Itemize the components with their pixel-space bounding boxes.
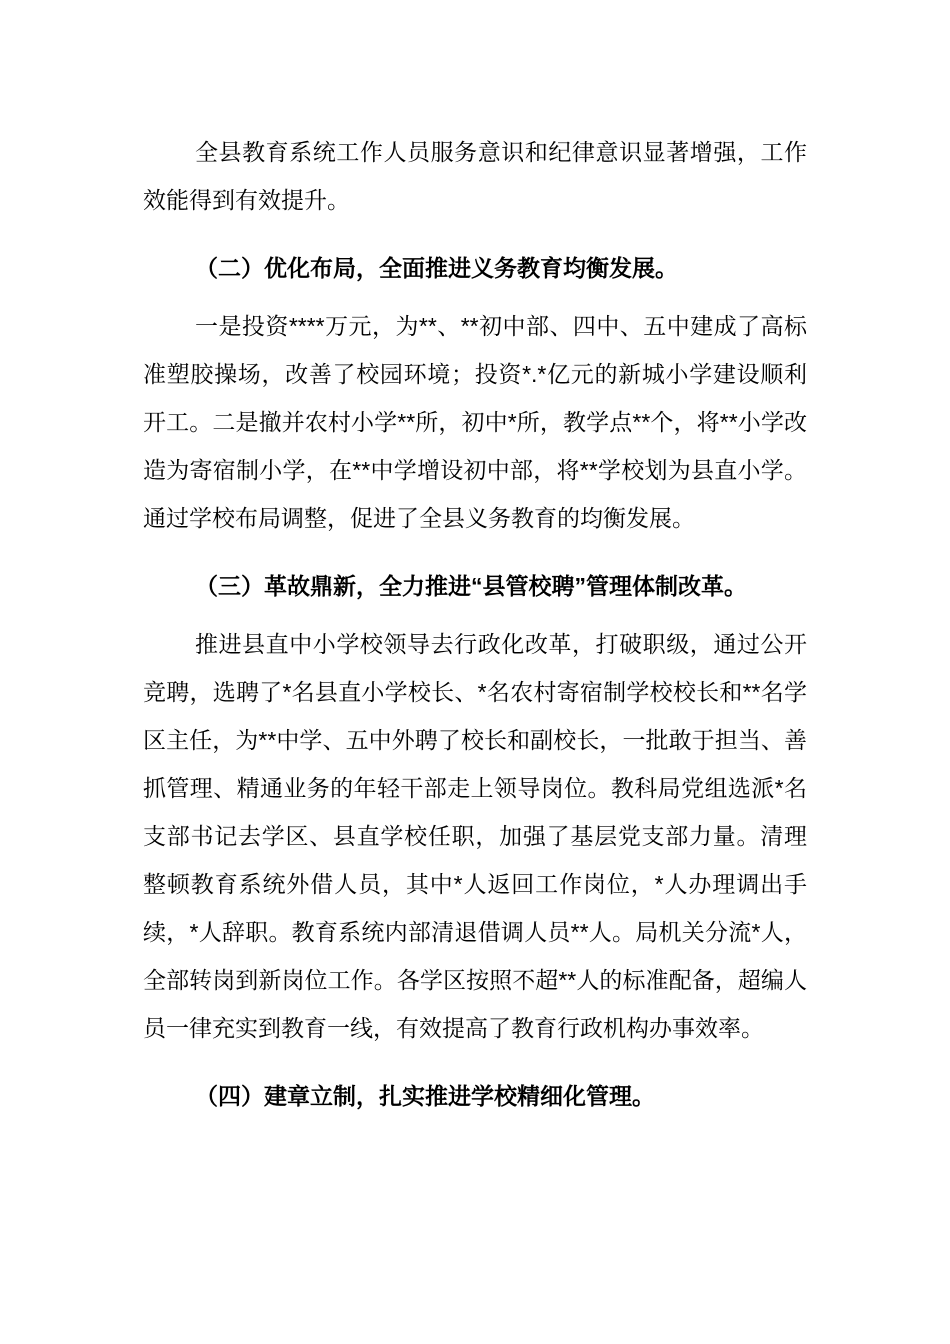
heading-section-2-layout-optimization: （二）优化布局，全面推进义务教育均衡发展。 <box>195 255 678 281</box>
heading-section-3-management-system-reform: （三）革故鼎新，全力推进“县管校聘”管理体制改革。 <box>195 573 747 599</box>
paragraph-principal-recruitment-and-staffing: 推进县直中小学校领导去行政化改革，打破职级，通过公开竞聘，选聘了*名县直小学校长、*名农村寄宿制学校校长和**名学区主任，为**中学、五中外聘了校长和副校长，一批敢于担当、善抓管理、精通业务的年轻干部走上领导岗位。教科局党组选派*名支部书记去学区、县直学校任职，加强了基层党支部力量。清理整顿教育系统外借人员，其中*人返回工作岗位，*人办理调出手续，*人辞职。教育系统内部清退借调人员**人。局机关分流*人，全部转岗到新岗位工作。各学区按照不超**人的标准配备，超编人员一律充实到教育一线，有效提高了教育行政机构办事效率。 <box>143 631 807 1041</box>
heading-section-4-refined-school-management: （四）建章立制，扎实推进学校精细化管理。 <box>195 1083 655 1109</box>
paragraph-work-efficiency: 全县教育系统工作人员服务意识和纪律意识显著增强，工作效能得到有效提升。 <box>143 139 807 213</box>
paragraph-investment-and-school-merging: 一是投资****万元，为**、**初中部、四中、五中建成了高标准塑胶操场，改善了校园环境；投资*.*亿元的新城小学建设顺利开工。二是撤并农村小学**所，初中*所，教学点**个，将**小学改造为寄宿制小学，在**中学增设初中部，将**学校划为县直小学。通过学校布局调整，促进了全县义务教育的均衡发展。 <box>143 313 807 531</box>
